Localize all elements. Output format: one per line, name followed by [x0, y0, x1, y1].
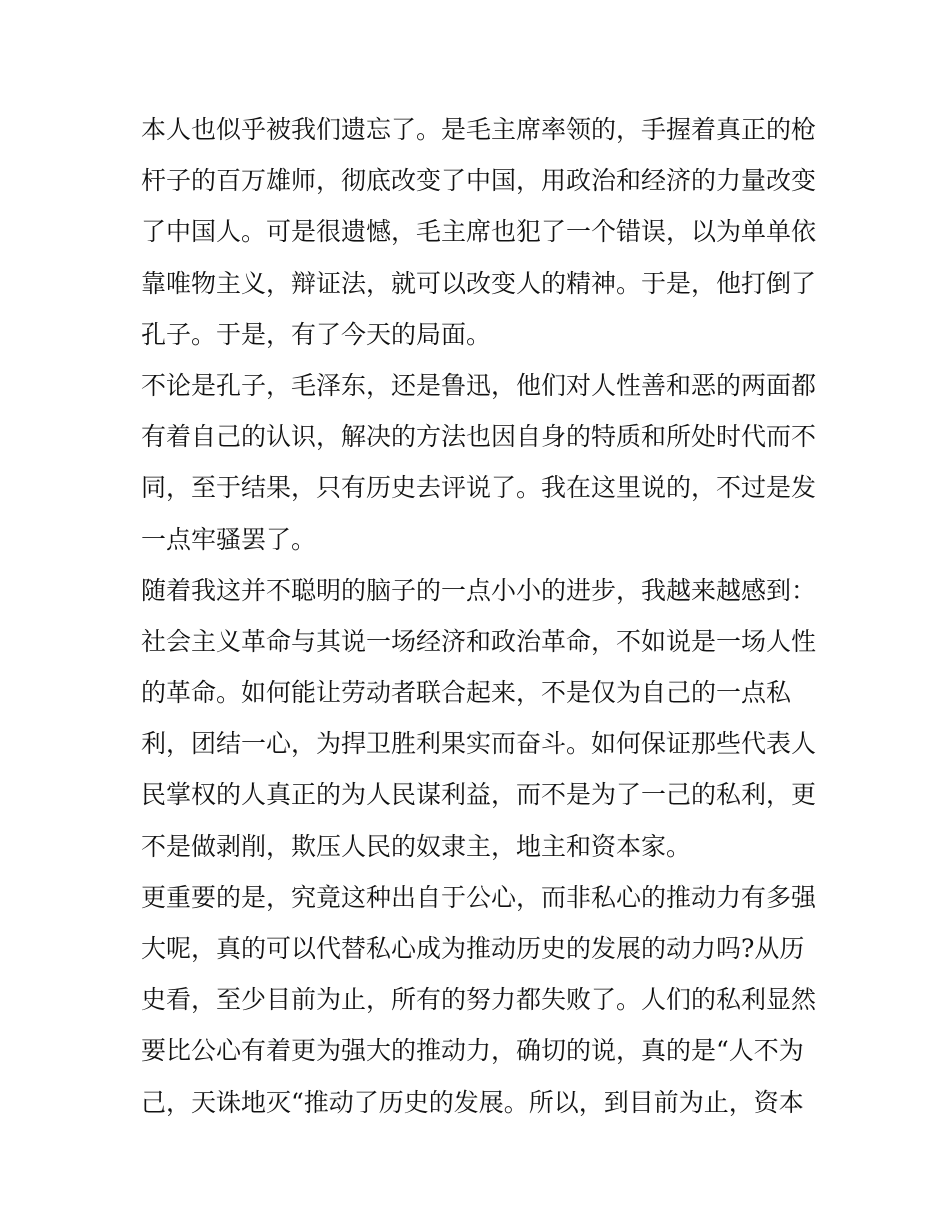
- text-line: 同，至于结果，只有历史去评说了。我在这里说的，不过是发: [141, 473, 817, 503]
- text-line: 史看，至少目前为止，所有的努力都失败了。人们的私利显然: [141, 985, 817, 1015]
- text-line: 己，天诛地灭“推动了历史的发展。所以，到目前为止，资本: [141, 1087, 804, 1117]
- document-body-text: [141, 104, 816, 1128]
- text-line: 不论是孔子，毛泽东，还是鲁迅，他们对人性善和恶的两面都: [141, 370, 817, 400]
- text-line: 随着我这并不聪明的脑子的一点小小的进步，我越来越感到：: [141, 575, 817, 605]
- text-line: 了中国人。可是很遗憾，毛主席也犯了一个错误，以为单单依: [141, 217, 817, 247]
- text-line: 本人也似乎被我们遗忘了。是毛主席率领的，手握着真正的枪: [141, 115, 817, 144]
- text-line: 杆子的百万雄师，彻底改变了中国，用政治和经济的力量改变: [141, 166, 817, 196]
- text-line: 的革命。如何能让劳动者联合起来，不是仅为自己的一点私: [141, 678, 792, 708]
- text-line: 更重要的是，究竟这种出自于公心，而非私心的推动力有多强: [141, 882, 817, 912]
- text-line: 不是做剥削，欺压人民的奴隶主，地主和资本家。: [141, 831, 692, 861]
- text-line: 民掌权的人真正的为人民谋利益，而不是为了一己的私利，更: [141, 780, 817, 810]
- text-line: 大呢，真的可以代替私心成为推动历史的发展的动力吗?从历: [141, 934, 805, 963]
- text-line: 利，团结一心，为捍卫胜利果实而奋斗。如何保证那些代表人: [141, 729, 817, 759]
- text-line: 社会主义革命与其说一场经济和政治革命，不如说是一场人性: [141, 626, 817, 656]
- text-line: 一点牢骚罢了。: [141, 524, 317, 554]
- text-line: 有着自己的认识，解决的方法也因自身的特质和所处时代而不: [141, 422, 817, 452]
- text-line: 要比公心有着更为强大的推动力，确切的说，真的是“人不为: [141, 1036, 804, 1066]
- text-line: 孔子。于是，有了今天的局面。: [141, 319, 492, 349]
- text-line: 靠唯物主义，辩证法，就可以改变人的精神。于是，他打倒了: [141, 268, 817, 298]
